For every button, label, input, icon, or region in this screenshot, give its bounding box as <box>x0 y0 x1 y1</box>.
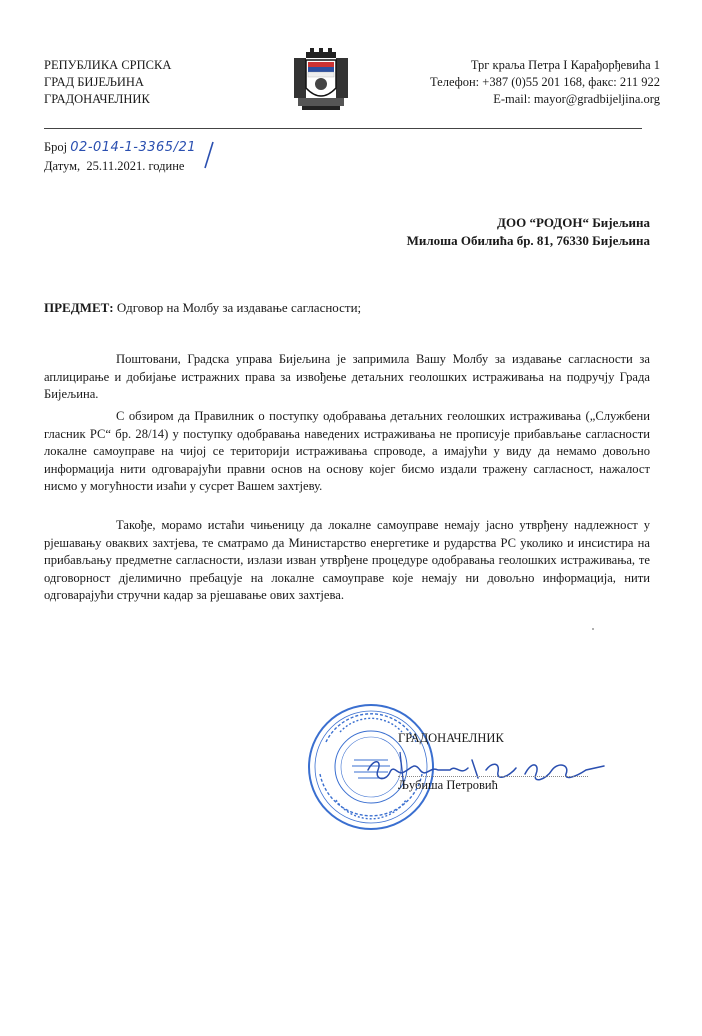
subject-label: ПРЕДМЕТ: <box>44 300 114 315</box>
issuer-block <box>44 57 171 108</box>
reference-date-row <box>44 157 196 176</box>
reference-block <box>44 138 196 176</box>
issuer-republic: РЕПУБЛИКА СРПСКА <box>44 58 172 72</box>
addressee-block <box>407 214 650 250</box>
reference-number-value: 02-014-1-3365/21 <box>70 140 196 155</box>
reference-date-label: Датум, <box>44 159 81 173</box>
issuer-city: ГРАД БИЈЕЉИНА <box>44 75 144 89</box>
body-paragraph-1 <box>44 351 650 404</box>
subject-line <box>44 300 361 316</box>
reference-number-row <box>44 138 196 157</box>
body-paragraph-2-text: С обзиром да Правилник о поступку одобравања детаљних геолошких истраживања („Службени гласник РС“ бр. 28/14) у поступку одобравања наведених истраживања не прописује прибављање сагласности локалне самоуправе на чијој се територији истраживања спроводе, а имајући у виду да немамо довољно информација нити одговарајући правни основ на основу којег бисмо издали тражену сагласност, нажалост нисмо у могућности изаћи у сусрет Вашем захтјеву. <box>44 409 650 493</box>
contact-address: Трг краља Петра I Карађорђевића 1 <box>470 58 660 72</box>
coat-of-arms-icon <box>292 48 350 110</box>
body-paragraph-2 <box>44 408 650 496</box>
handwritten-slash-icon <box>203 138 251 172</box>
body-paragraph-1-text: Поштовани, Градска управа Бијељина је запримила Вашу Молбу за издавање сагласности за аплицирање и добијање истражних права за извођење детаљних геолошких истраживања на подручју Града Бијељина. <box>44 352 650 401</box>
addressee-name: ДОО “РОДОН“ Бијељина <box>497 215 650 230</box>
signature-line <box>398 776 588 777</box>
signatory-title: ГРАДОНАЧЕЛНИК <box>398 731 504 745</box>
scan-speck <box>592 628 594 630</box>
signatory-name: Љубиша Петровић <box>398 778 498 792</box>
body-paragraph-3-text: Такође, морамо истаћи чињеницу да локалне самоуправе немају јасно утврђену надлежност у рјешавању оваквих захтјева, те сматрамо да Министарство енергетике и рударства РС уколико и инсистира на прибављању предметне сагласности, излази изван утврђене процедуре одобравања геолошких истраживања, те одговорност дјелимично пребацује на локалне самоуправе које немају ни довољно информација, нити одговарајући стручни кадар за рјешавање ових захтјева. <box>44 518 650 602</box>
contact-email: E-mail: mayor@gradbijeljina.org <box>493 92 660 106</box>
contact-block <box>430 57 660 108</box>
issuer-office: ГРАДОНАЧЕЛНИК <box>44 92 150 106</box>
reference-number-label: Број <box>44 140 68 154</box>
subject-text: Одговор на Молбу за издавање сагласности; <box>116 300 362 315</box>
reference-date-value: 25.11.2021. године <box>86 159 185 173</box>
header-divider <box>44 128 642 129</box>
body-paragraph-3 <box>44 517 650 605</box>
addressee-address: Милоша Обилића бр. 81, 76330 Бијељина <box>406 233 650 248</box>
contact-phone: Телефон: +387 (0)55 201 168, факс: 211 922 <box>430 75 660 89</box>
